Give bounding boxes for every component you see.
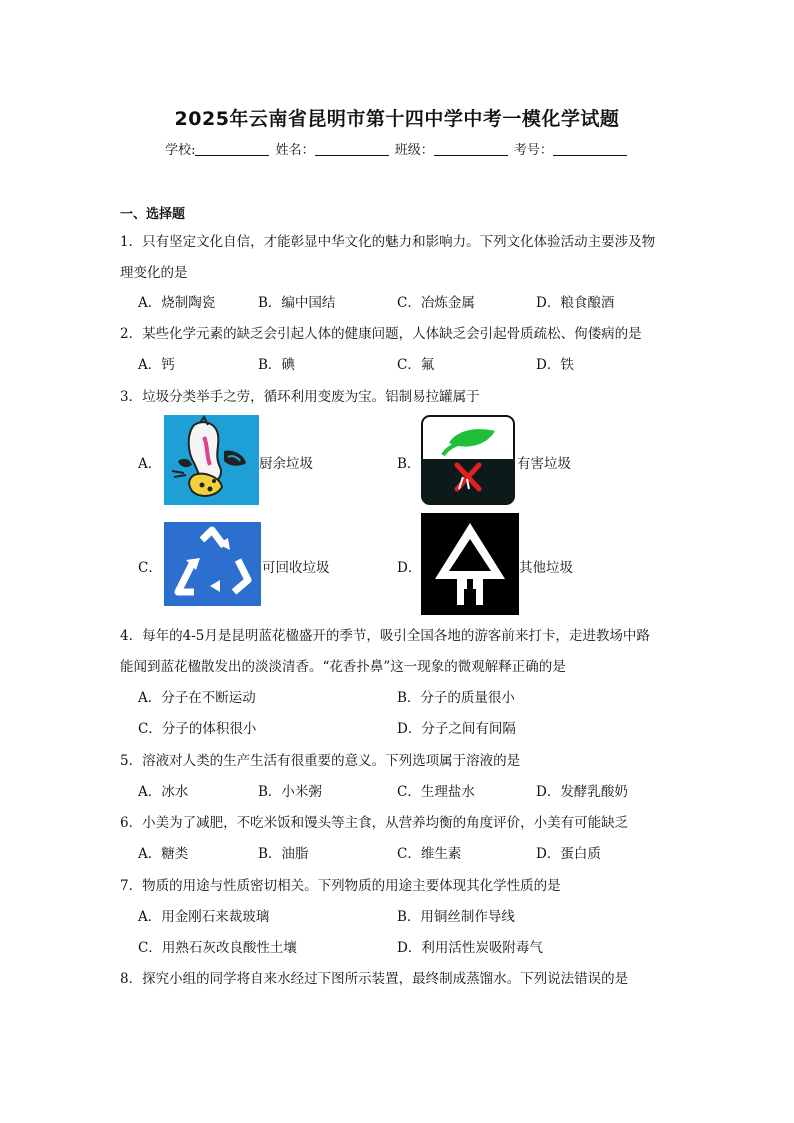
question-7-option-c[interactable]: C．用熟石灰改良酸性土壤 xyxy=(138,940,297,956)
question-3-option-c-label: 可回收垃圾 xyxy=(262,560,330,576)
question-5-option-b[interactable]: B．小米粥 xyxy=(258,784,322,800)
recyclable-icon[interactable] xyxy=(164,522,261,606)
question-2-option-d[interactable]: D．铁 xyxy=(536,357,574,373)
question-1-option-a[interactable]: A．烧制陶瓷 xyxy=(138,295,216,311)
question-6-option-d[interactable]: D．蛋白质 xyxy=(536,846,601,862)
exam-no-label: 考号： xyxy=(513,143,553,158)
question-4-stem-line-2: 能闻到蓝花楹散发出的淡淡清香。“花香扑鼻”这一现象的微观解释正确的是 xyxy=(120,659,566,675)
question-5-option-a[interactable]: A．冰水 xyxy=(138,784,189,800)
question-3-option-d-letter[interactable]: D． xyxy=(397,560,422,576)
question-7-option-b[interactable]: B．用铜丝制作导线 xyxy=(397,909,515,925)
question-3-option-b-letter[interactable]: B． xyxy=(397,456,421,472)
question-7-option-a[interactable]: A．用金刚石来裁玻璃 xyxy=(138,909,270,925)
question-3-stem: 3．垃圾分类举手之劳，循环利用变废为宝。铝制易拉罐属于 xyxy=(120,389,480,405)
section-title: 一、选择题 xyxy=(120,207,186,222)
hazardous-waste-icon[interactable] xyxy=(421,415,515,505)
question-6-option-c[interactable]: C．维生素 xyxy=(397,846,462,862)
question-8-stem: 8．探究小组的同学将自来水经过下图所示装置，最终制成蒸馏水。下列说法错误的是 xyxy=(120,971,629,987)
question-1-option-b[interactable]: B．编中国结 xyxy=(258,295,336,311)
question-4-option-c[interactable]: C．分子的体积很小 xyxy=(138,721,257,737)
question-7-stem: 7．物质的用途与性质密切相关。下列物质的用途主要体现其化学性质的是 xyxy=(120,878,561,894)
student-info-line xyxy=(0,139,794,158)
school-blank[interactable] xyxy=(195,143,269,156)
question-2-option-a[interactable]: A．钙 xyxy=(138,357,175,373)
page-title: 2025年云南省昆明市第十四中学中考一模化学试题 xyxy=(174,108,620,130)
question-1-stem-line-2: 理变化的是 xyxy=(120,265,188,281)
question-4-option-a[interactable]: A．分子在不断运动 xyxy=(138,690,256,706)
question-6-option-a[interactable]: A．糖类 xyxy=(138,846,189,862)
name-label: 姓名： xyxy=(275,143,315,158)
school-label: 学校: xyxy=(165,143,196,158)
question-2-option-b[interactable]: B．碘 xyxy=(258,357,295,373)
question-5-option-d[interactable]: D．发酵乳酸奶 xyxy=(536,784,628,800)
question-3-option-b-label: 有害垃圾 xyxy=(517,456,571,472)
name-blank[interactable] xyxy=(315,143,389,156)
class-blank[interactable] xyxy=(434,143,508,156)
question-3-option-c-letter[interactable]: C． xyxy=(138,560,162,576)
question-4-option-d[interactable]: D．分子之间有间隔 xyxy=(397,721,516,737)
kitchen-waste-icon[interactable] xyxy=(164,415,259,505)
question-1-stem-line-1: 1．只有坚定文化自信，才能彰显中华文化的魅力和影响力。下列文化体验活动主要涉及物 xyxy=(120,234,656,250)
question-6-stem: 6．小美为了减肥，不吃米饭和馒头等主食，从营养均衡的角度评价，小美有可能缺乏 xyxy=(120,815,629,831)
question-4-stem-line-1: 4．每年的4-5月是昆明蓝花楹盛开的季节，吸引全国各地的游客前来打卡，走进教场中路 xyxy=(120,628,650,644)
question-1-option-d[interactable]: D．粮食酿酒 xyxy=(536,295,615,311)
question-4-option-b[interactable]: B．分子的质量很小 xyxy=(397,690,515,706)
question-5-option-c[interactable]: C．生理盐水 xyxy=(397,784,475,800)
question-2-stem: 2．某些化学元素的缺乏会引起人体的健康问题，人体缺乏会引起骨质疏松、佝偻病的是 xyxy=(120,326,642,342)
question-3-option-a-letter[interactable]: A． xyxy=(138,456,162,472)
question-5-stem: 5．溶液对人类的生产生活有很重要的意义。下列选项属于溶液的是 xyxy=(120,753,521,769)
question-3-option-d-label: 其他垃圾 xyxy=(519,560,573,576)
other-waste-icon[interactable] xyxy=(421,513,519,615)
exam-no-blank[interactable] xyxy=(553,143,627,156)
question-2-option-c[interactable]: C．氟 xyxy=(397,357,435,373)
question-7-option-d[interactable]: D．利用活性炭吸附毒气 xyxy=(397,940,543,956)
question-6-option-b[interactable]: B．油脂 xyxy=(258,846,309,862)
question-1-option-c[interactable]: C．冶炼金属 xyxy=(397,295,475,311)
class-label: 班级： xyxy=(394,143,434,158)
question-3-option-a-label: 厨余垃圾 xyxy=(259,456,313,472)
